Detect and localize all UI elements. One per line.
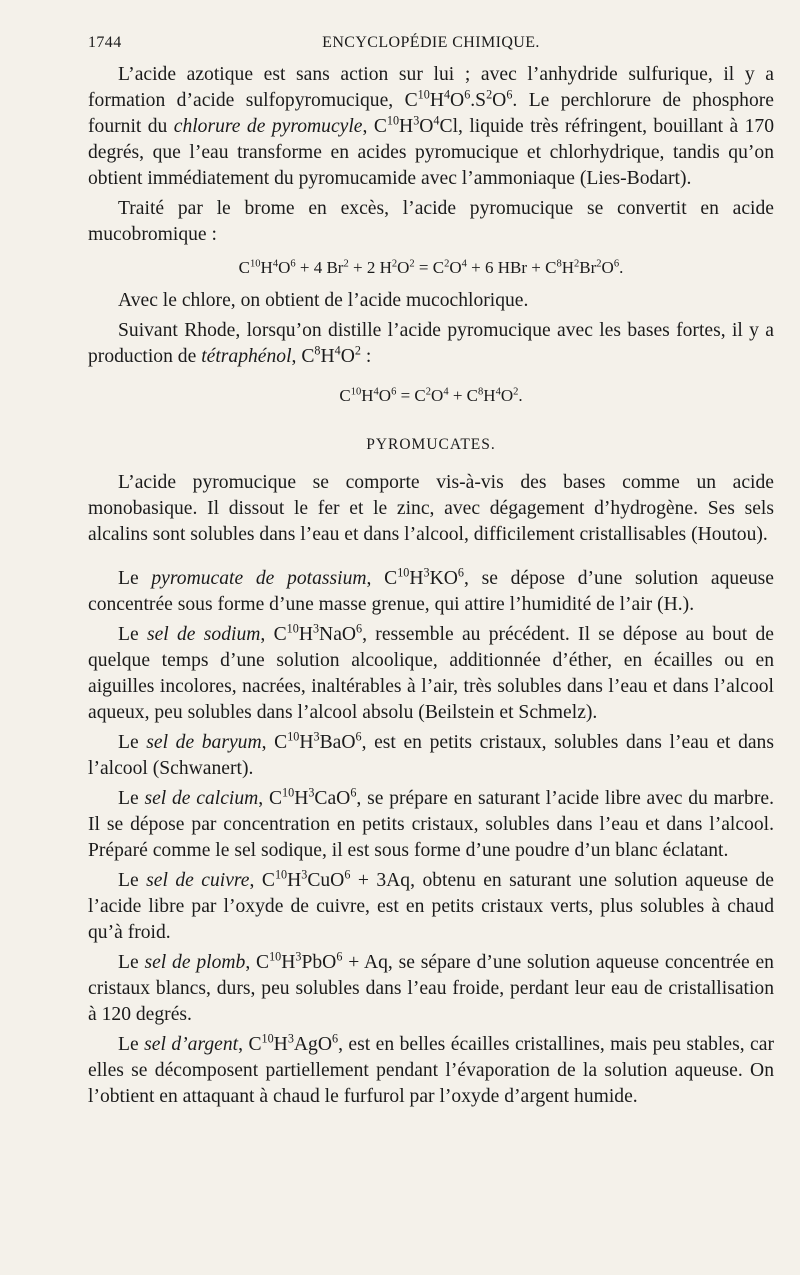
paragraph-plomb: Le sel de plomb, $C^{10}H^3PbO^6 + Aq$, se sépare d’une solution aqueuse concentrée en cristaux blancs, durs, peu solubles dans l’eau froide, perdant leur eau de cristallisation à 120 degrés.	[88, 949, 774, 1025]
page-body	[88, 62, 774, 1110]
equation-tetraphenol: $C^{10}H^4O^6 = C^2O^4 + C^8H^4O^2$.	[339, 386, 523, 405]
paragraph-calcium: Le sel de calcium, $C^{10}H^3CaO^6$, se prépare en saturant l’acide libre avec du marbre. Il se dépose par concentration en petits cristaux, solubles dans l’eau et dans l’alcool. Préparé comme le sel sodique, il est sous forme d’une poudre d’un blanc éclatant.	[88, 785, 774, 861]
term-chlorure-pyromucyle: chlorure de pyromucyle	[173, 116, 363, 137]
paragraph-cuivre: Le sel de cuivre, $C^{10}H^3CuO^6 + 3Aq$, obtenu en saturant une solution aqueuse de l’acide libre par l’oxyde de cuivre, est en petits cristaux verts, plus solubles à chaud qu’à froid.	[88, 867, 774, 943]
paragraph-baryum: Le sel de baryum, $C^{10}H^3BaO^6$, est en petits cristaux, solubles dans l’eau et dans l’alcool (Schwanert).	[88, 729, 774, 779]
page-number: 1744	[88, 34, 122, 51]
paragraph-potassium: Le pyromucate de potassium, $C^{10}H^3KO^6$, se dépose d’une solution aqueuse concentrée sous forme d’une masse grenue, qui attire l’humidité de l’air (H.).	[88, 565, 774, 615]
paragraph-monobasic: L’acide pyromucique se comporte vis-à-vis des bases comme un acide monobasique. Il dissout le fer et le zinc, avec dégagement d’hydrogène. Ses sels alcalins sont solubles dans l’eau et dans l’alcool, difficilement cristallisables (Houtou).	[88, 472, 774, 545]
equation-mucobromic: $C^{10}H^4O^6 + 4$ $Br^2 + 2$ $H^2O^2 = C^2O^4 + 6$ HBr + $C^8H^2Br^2O^6$.	[238, 258, 624, 277]
paragraph-nitric-acid: L’acide azotique est sans action sur lui ; avec l’anhydride sulfurique, il y a formation d’acide sulfopyromucique, $C^{10}H^4O^6.S^2O^6$. Le perchlorure de phosphore fournit du chlorure de pyromucyle, $C^{10}H^3O^4Cl$, liquide très réfringent, bouillant à 170 degrés, que l’eau transforme en acides pyromucique et chlorhydrique, tandis qu’on obtient immédiatement du pyromucamide avec l’ammoniaque (Lies-Bodart).	[88, 64, 774, 189]
paragraph-sodium: Le sel de sodium, $C^{10}H^3NaO^6$, ressemble au précédent. Il se dépose au bout de quelque temps d’une solution alcoolique, additionnée d’éther, en écailles ou en aiguilles incolores, nacrées, inaltérables à l’air, très solubles dans l’eau et dans l’alcool aqueux, peu solubles dans l’alcool absolu (Beilstein et Schmelz).	[88, 621, 774, 723]
section-title-pyromucates: PYROMUCATES.	[366, 436, 496, 453]
paragraph-chlorine: Avec le chlore, on obtient de l’acide mucochlorique.	[118, 290, 529, 311]
running-title: ENCYCLOPÉDIE CHIMIQUE.	[322, 34, 540, 51]
running-header	[88, 34, 774, 56]
paragraph-bromine: Traité par le brome en excès, l’acide pyromucique se convertit en acide mucobromique :	[88, 198, 774, 245]
term-tetraphenol: tétraphénol	[201, 346, 292, 367]
paragraph-rhode: Suivant Rhode, lorsqu’on distille l’acide pyromucique avec les bases fortes, il y a production de tétraphénol, $C^8H^4O^2$ :	[88, 320, 774, 367]
paragraph-argent: Le sel d’argent, $C^{10}H^3AgO^6$, est en belles écailles cristallines, mais peu stables, car elles se décomposent partiellement pendant l’évaporation de la solution aqueuse. On l’obtient en attaquant à chaud le furfurol par l’oxyde d’argent humide.	[88, 1031, 774, 1107]
